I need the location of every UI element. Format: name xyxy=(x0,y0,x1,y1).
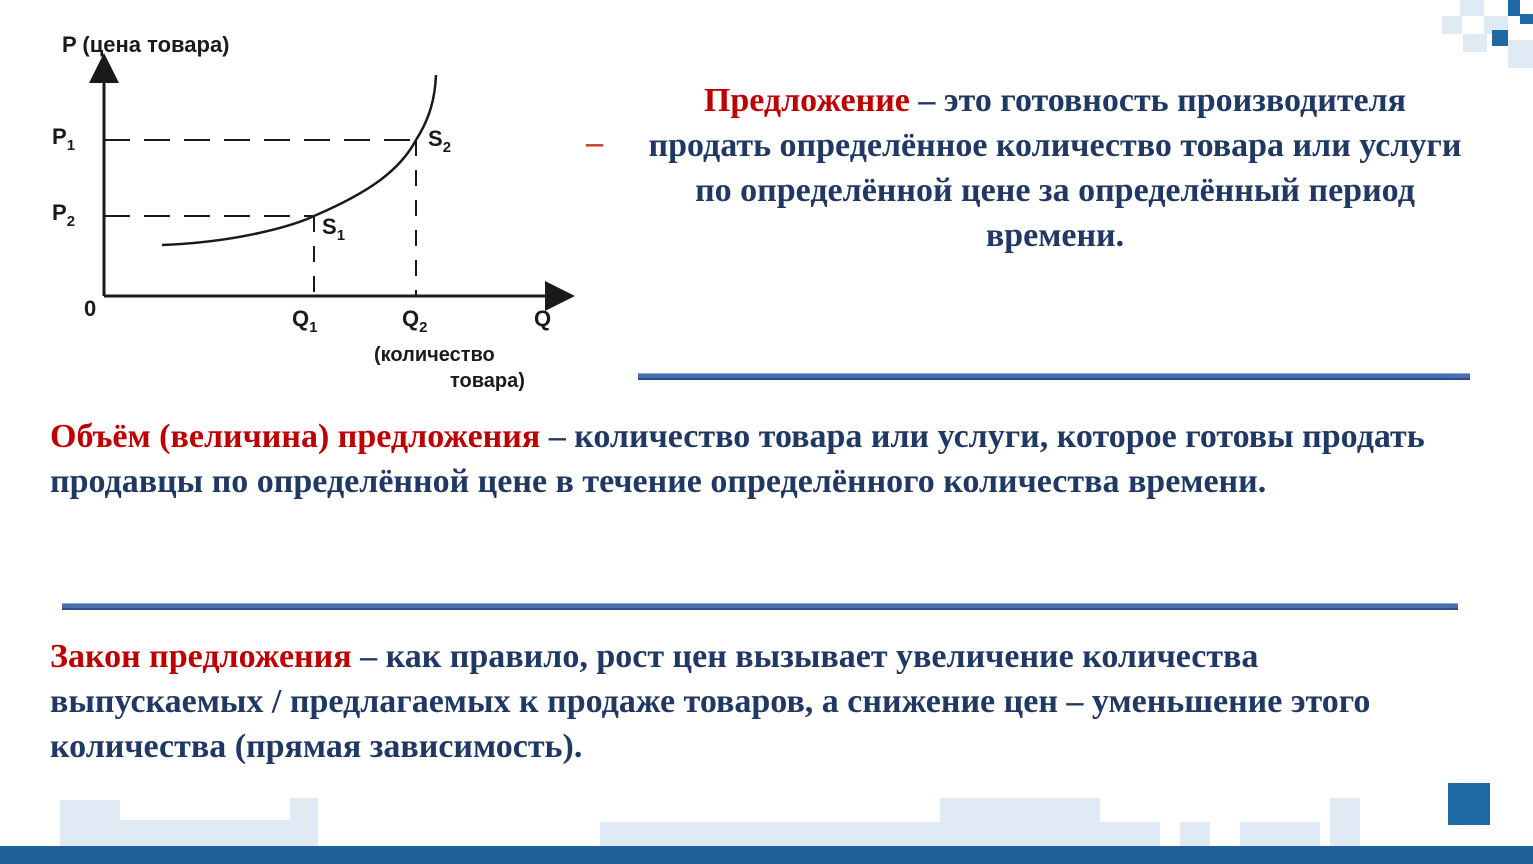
supply-volume-term: Объём (величина) предложения xyxy=(50,418,541,455)
x-axis-label: Q xyxy=(534,306,552,331)
tick-q1: $Q_1$ xyxy=(292,306,318,336)
corner-square xyxy=(1448,783,1490,825)
point-s2: $S_2$ xyxy=(428,126,452,156)
origin-label: 0 xyxy=(84,296,97,321)
x-axis-label-sub-1: (количество xyxy=(374,344,495,366)
point-s1: $S_1$ xyxy=(322,214,346,244)
tick-p1: $P_1$ xyxy=(52,124,76,154)
y-axis-label: P (цена товара) xyxy=(62,32,230,57)
tick-p2: $P_2$ xyxy=(52,200,76,230)
tick-q2: $Q_2$ xyxy=(402,306,428,336)
divider-middle xyxy=(62,603,1458,610)
law-of-supply-definition xyxy=(50,634,1470,769)
law-of-supply-term: Закон предложения xyxy=(50,638,352,675)
divider-top xyxy=(638,373,1470,380)
bottom-bar xyxy=(0,846,1533,864)
x-axis-label-sub-2: товара) xyxy=(450,370,525,392)
supply-text: – это готовность производителя продать определённое количество товара или услуги по определённой цене за определённый период времени. xyxy=(648,82,1462,254)
supply-curve xyxy=(162,75,436,245)
bullet-dash: – xyxy=(586,124,603,161)
law-of-supply-text: – как правило, рост цен вызывает увеличение количества выпускаемых / предлагаемых к продаже товаров, а снижение цен – уменьшение этого количества (прямая зависимость). xyxy=(50,638,1371,765)
supply-volume-definition xyxy=(50,414,1470,504)
supply-volume-text: – количество товара или услуги, которое готовы продать продавцы по определённой цене в течение определённого количества времени. xyxy=(50,418,1425,500)
supply-term: Предложение xyxy=(703,82,910,119)
supply-curve-chart xyxy=(40,20,600,400)
supply-definition xyxy=(640,78,1470,258)
